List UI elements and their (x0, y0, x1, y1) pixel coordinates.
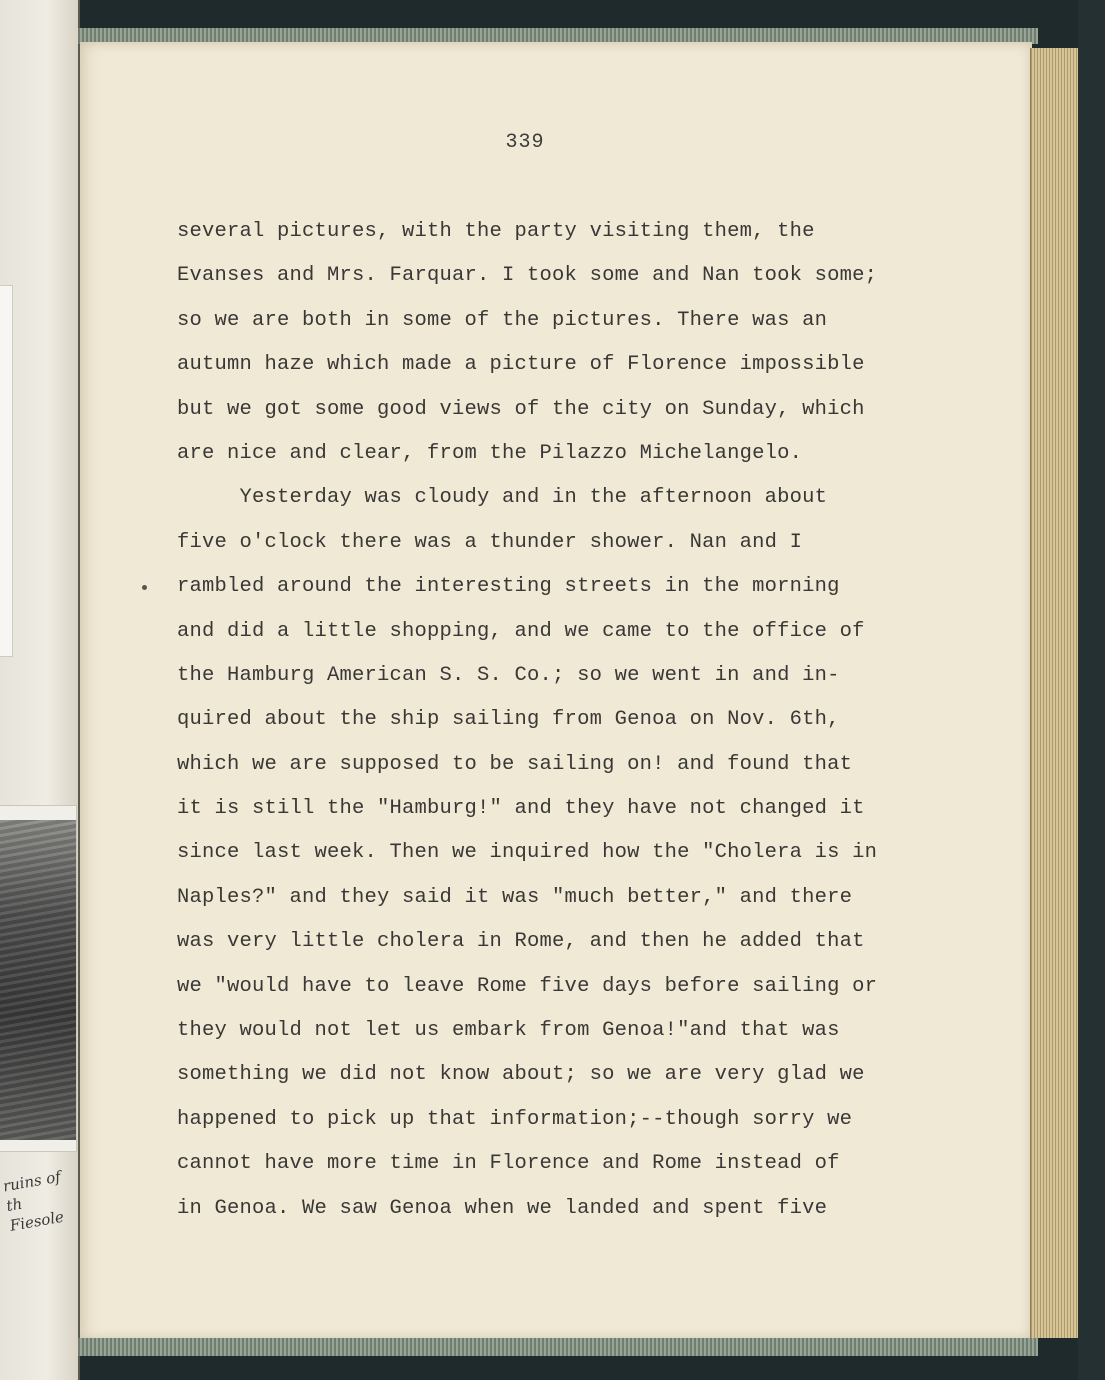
text-line: which we are supposed to be sailing on! and found that (177, 752, 853, 776)
text-line: since last week. Then we inquired how the "Cholera is in (177, 841, 878, 865)
text-line: and did a little shopping, and we came to the office of (177, 619, 865, 643)
text-line: happened to pick up that information;--though sorry we (177, 1107, 853, 1131)
book-cover-edge (1078, 0, 1105, 1380)
text-line: cannot have more time in Florence and Rome instead of (177, 1152, 840, 1176)
binding-bottom (78, 1338, 1038, 1356)
text-line: Evanses and Mrs. Farquar. I took some and Nan took some; (177, 264, 878, 288)
text-line: are nice and clear, from the Pilazzo Michelangelo. (177, 441, 803, 465)
text-line: quired about the ship sailing from Genoa on Nov. 6th, (177, 708, 840, 732)
text-line: it is still the "Hamburg!" and they have not changed it (177, 797, 865, 821)
text-line: in Genoa. We saw Genoa when we landed and spent five (177, 1196, 828, 1220)
left-page-inset (0, 285, 13, 657)
page-edges (1030, 48, 1079, 1338)
page-number: 339 (505, 131, 545, 154)
text-line: rambled around the interesting streets in the morning (177, 575, 840, 599)
margin-mark (142, 585, 147, 590)
photo-caption (1, 1164, 82, 1236)
text-line: autumn haze which made a picture of Florence impossible (177, 353, 865, 377)
text-line: something we did not know about; so we are very glad we (177, 1063, 865, 1087)
text-line: was very little cholera in Rome, and then he added that (177, 930, 865, 954)
text-line: we "would have to leave Rome five days before sailing or (177, 974, 878, 998)
photo-caption-line-2: Fiesole (8, 1207, 66, 1235)
photo-caption-line-1: ruins of th (1, 1167, 63, 1216)
left-page-photo (0, 805, 77, 1152)
text-line: the Hamburg American S. S. Co.; so we went in and in- (177, 663, 840, 687)
text-line: but we got some good views of the city on Sunday, which (177, 397, 865, 421)
text-line: five o'clock there was a thunder shower. Nan and I (177, 530, 803, 554)
text-line: Naples?" and they said it was "much better," and there (177, 885, 853, 909)
typed-text-block (177, 210, 967, 1231)
text-line: Yesterday was cloudy and in the afternoon about (177, 486, 828, 510)
text-line: several pictures, with the party visiting them, the (177, 220, 815, 243)
text-line: so we are both in some of the pictures. There was an (177, 308, 828, 332)
text-line: they would not let us embark from Genoa!"and that was (177, 1019, 840, 1043)
ruins-photo-image (0, 820, 76, 1140)
